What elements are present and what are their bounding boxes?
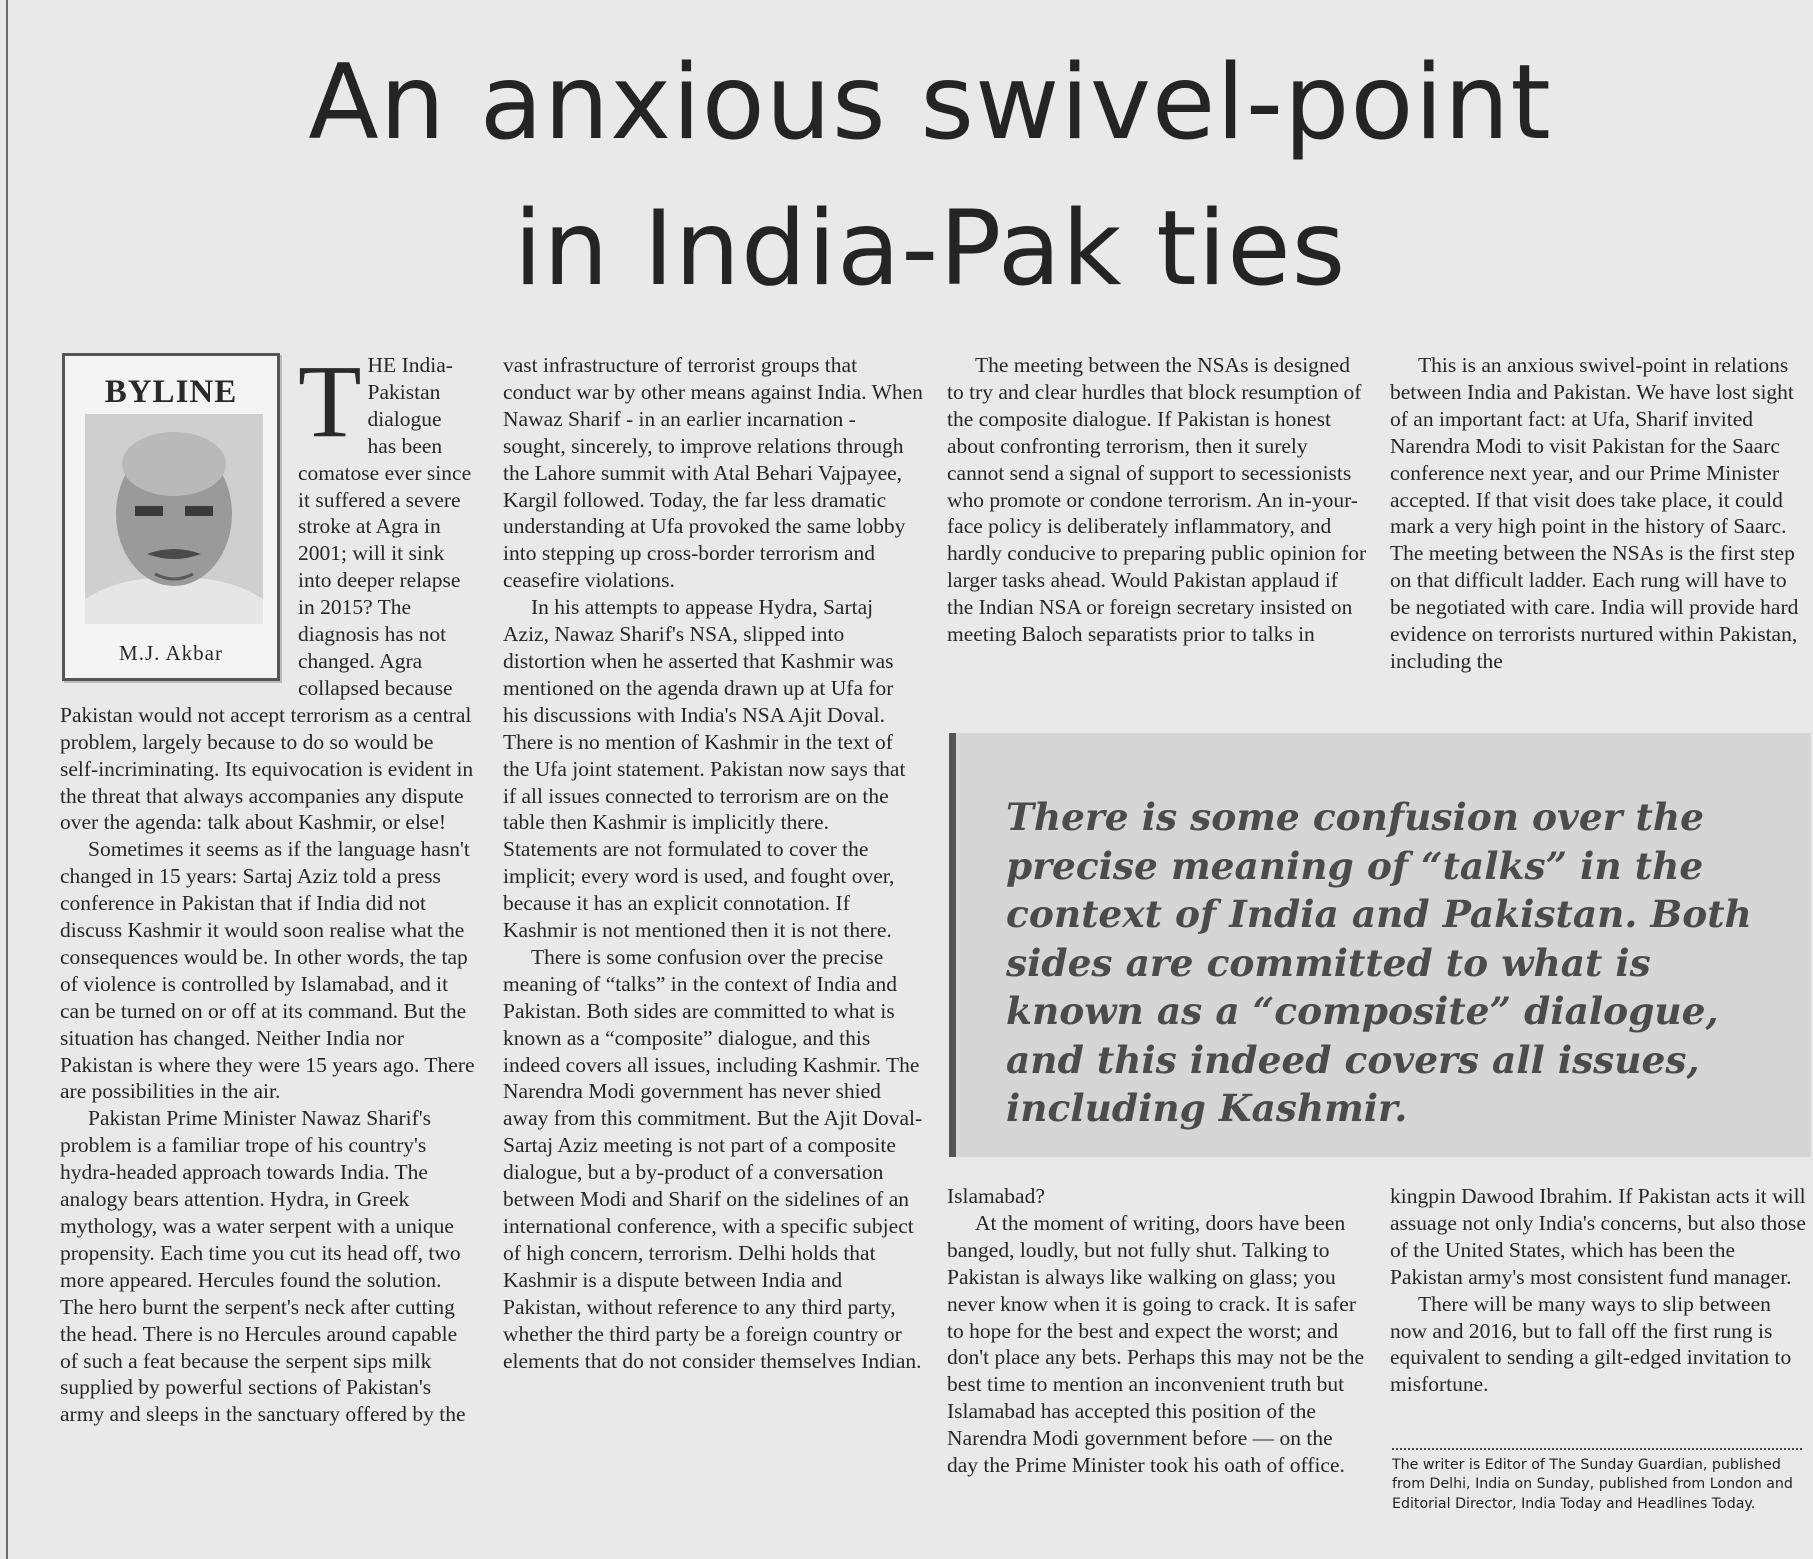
column-2 [503,352,923,1374]
paragraph: There will be many ways to slip between now and 2016, but to fall off the first rung is equivalent to sending a gilt-edged invitation to misfortune. [1390,1291,1792,1397]
column-4-top [1390,352,1810,675]
paragraph: At the moment of writing, doors have been banged, loudly, but not fully shut. Talking to Pakistan is always like walking on glass; you never know when it is going to crack. It is safer to hope for the best and expect the worst; and don't place any bets. Perhaps this may not be the best time to mention an inconvenient truth but Islamabad has accepted this position of the Narendra Modi government before — on the day the Prime Minister took his oath of office. [947,1210,1365,1478]
paragraph: kingpin Dawood Ibrahim. If Pakistan acts it will assuage not only India's concerns, but also those of the United States, which has been the Pakistan army's most consistent fund manager. [1390,1184,1806,1289]
author-photo [85,414,263,624]
byline-author: M.J. Akbar [119,641,223,665]
headline-line-1: An anxious swivel-point [308,43,1552,163]
column-3-top [947,352,1367,648]
byline-box [62,353,280,681]
paragraph: The meeting between the NSAs is designed to try and clear hurdles that block resumption of the composite dialogue. If Pakistan is honest about confronting terrorism, then it surely cannot send a signal of support to secessionists who promote or condone terrorism. An in-your-face policy is deliberately inflammatory, and hardly conducive to preparing public opinion for larger tasks ahead. Would Pakistan applaud if the Indian NSA or foreign secretary insisted on meeting Baloch separatists prior to talks in [947,353,1367,647]
footnote-divider [1392,1448,1802,1450]
column-3-bottom [947,1183,1367,1479]
paragraph: This is an anxious swivel-point in relations between India and Pakistan. We have lost sight of an important fact: at Ufa, Sharif invited Narendra Modi to visit Pakistan for the Saarc conference next year, and our Prime Minister accepted. If that visit does take place, it could mark a very high point in the history of Saarc. The meeting between the NSAs is the first step on that difficult ladder. Each rung will have to be negotiated with care. India will provide hard evidence on terrorists nurtured within Pakistan, including the [1390,353,1799,673]
drop-cap: T [298,344,362,459]
paragraph-text: HE India-Pakistan dialogue has been comatose ever since it suffered a severe stroke at Agra in 2001; will it sink into deeper relapse in 2015? The diagnosis has not changed. Agra collapsed because Pakistan would not accept terrorism as a central problem, largely because to do so would be self-incriminating. Its equivocation is evident in the threat that always accompanies any dispute over the agenda: talk about Kashmir, or else! [60,353,474,835]
page-edge-rule [6,0,8,1559]
paragraph: In his attempts to appease Hydra, Sartaj Aziz, Nawaz Sharif's NSA, slipped into distortion when he asserted that Kashmir was mentioned on the agenda drawn up at Ufa for his discussions with India's NSA Ajit Doval. There is no mention of Kashmir in the text of the Ufa joint statement. Pakistan now says that if all issues connected to terrorism are on the table then Kashmir is implicitly there. Statements are not formulated to cover the implicit; every word is used, and fought over, because it has an explicit connotation. If Kashmir is not mentioned then it is not there. [503,595,906,943]
paragraph: There is some confusion over the precise meaning of “talks” in the context of India and Pakistan. Both sides are committed to what is known as a “composite” dialogue, and this indeed covers all issues, including Kashmir. The Narendra Modi government has never shied away from this commitment. But the Ajit Doval-Sartaj Aziz meeting is not part of a composite dialogue, but a by-product of a conversation between Modi and Sharif on the sidelines of an international conference, with a specific subject of high concern, terrorism. Delhi holds that Kashmir is a dispute between India and Pakistan, without reference to any third party, whether the third party be a foreign country or elements that do not consider themselves Indian. [503,944,923,1373]
paragraph: vast infrastructure of terrorist groups that conduct war by other means against India. When Nawaz Sharif - in an earlier incarnation - sought, sincerely, to improve relations through the Lahore summit with Atal Behari Vajpayee, Kargil followed. Today, the far less dramatic understanding at Ufa provoked the same lobby into stepping up cross-border terrorism and ceasefire violations. [503,353,923,593]
headline-line-2: in India-Pak ties [513,189,1347,309]
author-footnote: The writer is Editor of The Sunday Guardian, published from Delhi, India on Sunday, published from London and Editorial Director, India Today and Headlines Today. [1392,1457,1793,1512]
paragraph: Islamabad? [947,1184,1045,1208]
pull-quote-box [949,733,1811,1157]
column-4-bottom [1390,1183,1810,1398]
pull-quote: There is some confusion over the precise meaning of “talks” in the context of India and Pakistan. Both sides are committed to what is known as a “composite” dialogue, and this indeed covers all issues, including Kashmir. [1006,795,1752,1130]
headline [180,30,1680,322]
paragraph: Sometimes it seems as if the language hasn't changed in 15 years: Sartaj Aziz told a press conference in Pakistan that if India did not discuss Kashmir it would soon realise what the consequences would be. In other words, the tap of violence is controlled by Islamabad, and it can be turned on or off at its command. But the situation has changed. Neither India nor Pakistan is where they were 15 years ago. There are possibilities in the air. [60,837,475,1104]
byline-title: BYLINE [104,374,238,410]
paragraph: Pakistan Prime Minister Nawaz Sharif's problem is a familiar trope of his country's hydra-headed approach towards India. The analogy bears attention. Hydra, in Greek mythology, was a water serpent with a unique propensity. Each time you cut its head off, two more appeared. Hercules found the solution. The hero burnt the serpent's neck after cutting the head. There is no Hercules around capable of such a feat because the serpent sips milk supplied by powerful sections of Pakistan's army and sleeps in the sanctuary offered by the [60,1106,466,1427]
